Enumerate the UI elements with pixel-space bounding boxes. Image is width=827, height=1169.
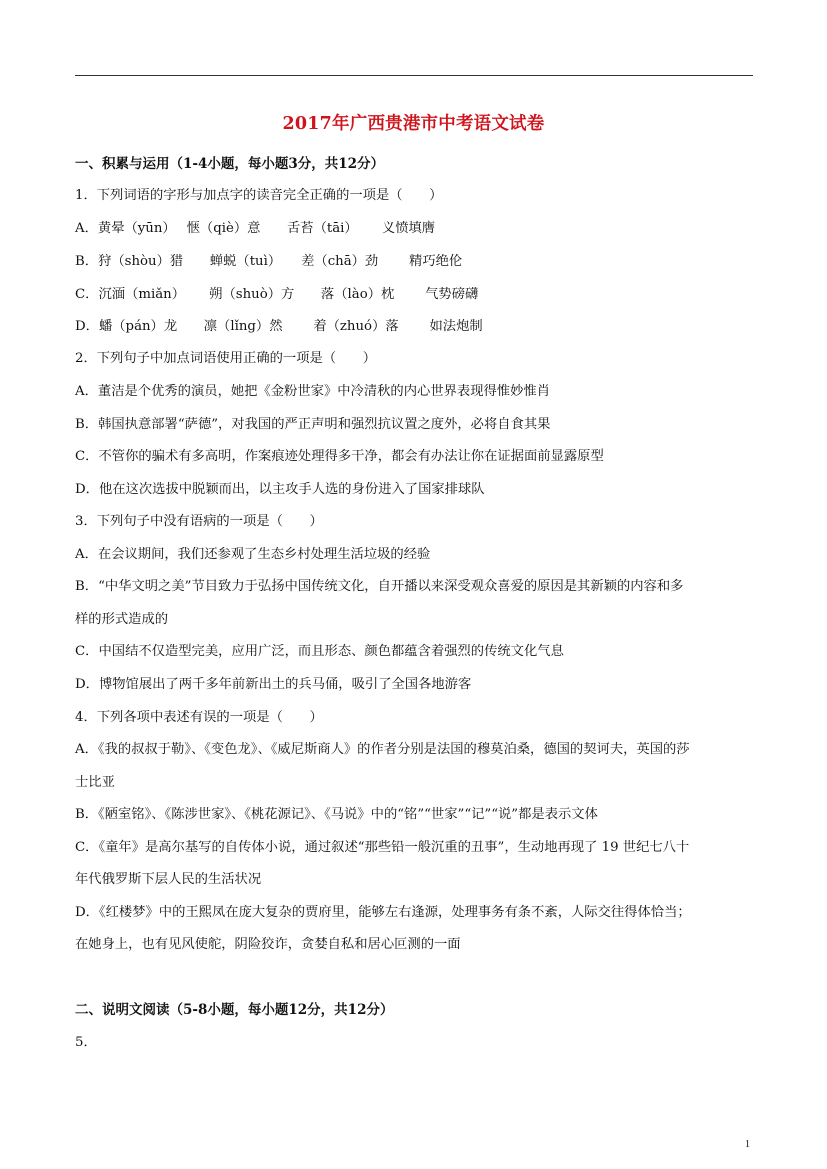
header-rule	[75, 75, 753, 76]
question-2-option-b: B．韩国执意部署“萨德”，对我国的严正声明和强烈抗议置之度外，必将自食其果	[75, 417, 551, 432]
question-4-option-d: D．《红楼梦》中的王熙凤在庞大复杂的贾府里，能够左右逢源，处理事务有条不紊，人际交往得体恰当；	[75, 905, 691, 920]
question-2-option-c: C．不管你的骗术有多高明，作案痕迹处理得多干净，都会有办法让你在证据面前显露原型	[75, 449, 604, 464]
question-3-stem: 3．下列句子中没有语病的一项是（ ）	[75, 514, 323, 529]
question-4-option-d-cont: 在她身上，也有见风使舵，阴险狡诈，贪婪自私和居心叵测的一面	[75, 937, 461, 952]
section-heading-1: 一、积累与运用（1-4小题，每小题3分，共12分）	[75, 156, 385, 172]
question-3-option-a: A．在会议期间，我们还参观了生态乡村处理生活垃圾的经验	[75, 547, 431, 562]
question-2-option-d: D．他在这次选拔中脱颖而出，以主攻手人选的身份进入了国家排球队	[75, 482, 485, 497]
question-4-option-a-cont: 士比亚	[75, 775, 115, 790]
question-3-option-d: D．博物馆展出了两千多年前新出土的兵马俑，吸引了全国各地游客	[75, 677, 472, 692]
section-heading-2: 二、说明文阅读（5-8小题，每小题12分，共12分）	[75, 1002, 394, 1018]
question-4-stem: 4．下列各项中表述有误的一项是（ ）	[75, 710, 323, 725]
question-5-stem: 5．	[75, 1035, 97, 1050]
question-1-option-a: A．黄晕（yūn） 惬（qiè）意 舌苔（tāi） 义愤填膺	[75, 221, 436, 236]
question-3-option-b: B．“中华文明之美”节目致力于弘扬中国传统文化，自开播以来深受观众喜爱的原因是其新颖的内容和多	[75, 579, 684, 594]
question-4-option-a: A．《我的叔叔于勒》、《变色龙》、《威尼斯商人》的作者分别是法国的穆莫泊桑，德国的契诃夫，英国的莎	[75, 742, 690, 757]
question-2-stem: 2．下列句子中加点词语使用正确的一项是（ ）	[75, 351, 376, 366]
question-1-option-d: D．蟠（pán）龙 凛（lǐng）然 着（zhuó）落 如法炮制	[75, 319, 483, 334]
paper-title: 2017年广西贵港市中考语文试卷	[282, 114, 545, 134]
question-1-option-c: C．沉湎（miǎn） 朔（shuò）方 落（lào）枕 气势磅礴	[75, 287, 479, 302]
question-2-option-a: A．董洁是个优秀的演员，她把《金粉世家》中冷清秋的内心世界表现得惟妙惟肖	[75, 384, 550, 399]
question-1-stem: 1．下列词语的字形与加点字的读音完全正确的一项是（ ）	[75, 188, 443, 203]
page-number: 1	[745, 1139, 750, 1150]
question-3-option-c: C．中国结不仅造型完美，应用广泛，而且形态、颜色都蕴含着强烈的传统文化气息	[75, 644, 564, 659]
question-4-option-c-cont: 年代俄罗斯下层人民的生活状况	[75, 872, 262, 887]
question-4-option-b: B．《陋室铭》、《陈涉世家》、《桃花源记》、《马说》中的“铭”“世家”“记”“说”都是表示文体	[75, 807, 598, 822]
question-4-option-c: C．《童年》是高尔基写的自传体小说，通过叙述“那些铅一般沉重的丑事”，生动地再现了 19 世纪七八十	[75, 840, 690, 855]
question-1-option-b: B．狩（shòu）猎 蝉蜕（tuì） 差（chā）劲 精巧绝伦	[75, 254, 463, 269]
question-3-option-b-cont: 样的形式造成的	[75, 612, 169, 627]
